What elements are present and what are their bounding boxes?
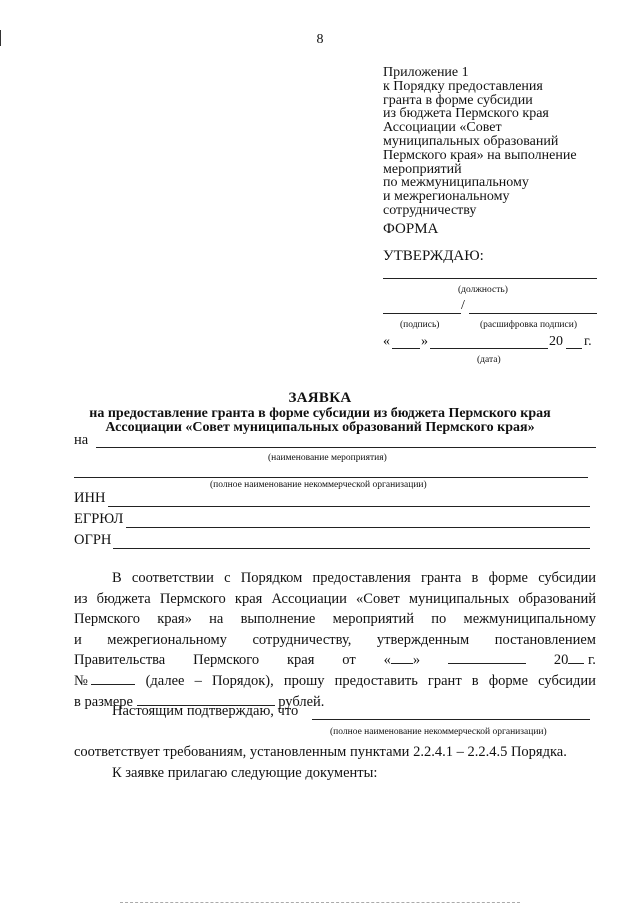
body-word: Ассоциации [271,590,347,607]
body-word: « » [383,652,421,669]
inn-label: ИНН [74,490,106,506]
na-label: на [74,432,89,448]
body-line [74,671,596,692]
appendix-line: по межмуниципальному [383,175,529,191]
appendix-line: муниципальных образований [383,133,559,149]
decree-year-blank[interactable] [568,650,584,664]
body-word: Порядком [240,570,303,586]
body-word: грант [427,672,462,689]
confirm-text: Настоящим подтверждаю, что [112,703,299,719]
body-word: на [209,611,224,628]
body-word: межрегиональному [107,631,227,648]
document-subtitle: Ассоциации «Совет муниципальных образований Пермского края» [105,420,535,435]
signature-caption: (подпись) [400,320,440,330]
date-close-quote: » [421,334,428,349]
date-year-line[interactable] [566,348,582,349]
appendix-line: и межрегиональному [383,189,510,205]
appendix-line: Пермского края» на выполнение [383,147,577,163]
body-word: в [471,672,479,689]
body-word: бюджета [96,590,151,607]
body-word: Пермского [159,590,226,607]
page-number: 8 [316,32,324,47]
body-word: по [431,611,447,628]
body-word: форме [488,570,528,586]
body-word: (далее [145,672,185,689]
signature-line[interactable] [383,313,461,314]
body-word: из [74,590,88,607]
event-name-caption: (наименование мероприятия) [268,453,387,463]
body-word: края [286,652,315,669]
date-caption: (дата) [477,355,501,365]
body-word: предоставить [334,672,418,689]
body-word: Порядок), [211,672,274,689]
body-word: края [234,590,263,607]
body-word: прошу [283,672,325,689]
scan-bottom-mark [120,902,520,903]
date-day-line[interactable] [392,348,420,349]
document-subtitle: на предоставление гранта в форме субсидии из бюджета Пермского края [89,406,551,421]
date-year-prefix: 20 [549,334,563,349]
body-word: межмуниципальному [463,611,596,628]
egrul-label: ЕГРЮЛ [74,511,124,527]
body-word: № [74,671,135,692]
body-word: «Совет [356,590,400,607]
inn-line[interactable] [108,506,590,507]
approve-label: УТВЕРЖДАЮ: [383,248,484,264]
body-word: соответствии [131,570,214,586]
body-line [74,650,596,671]
body-word: с [224,570,231,586]
body-word: субсидии [538,570,596,586]
body-line [74,589,596,610]
corresponds-text: соответствует требованиям, установленным пунктами 2.2.4.1 – 2.2.4.5 Порядка. [74,744,567,760]
body-word: – [194,672,202,689]
body-word: и [74,631,82,648]
body-line [74,568,596,589]
body-word: образований [518,590,596,607]
body-word: В [112,570,122,586]
body-word: Пермского [74,611,140,628]
appendix-line: сотрудничеству [383,202,477,218]
signature-decoding-line[interactable] [469,313,597,314]
body-word: выполнение [240,611,316,628]
appendix-line: из бюджета Пермского края [383,106,549,122]
org-name-line[interactable] [74,477,588,478]
date-month-line[interactable] [430,348,548,349]
body-word: сотрудничеству, [252,631,352,648]
appendix-line: Ассоциации «Совет [383,120,502,136]
body-line: в размере рублей. [74,693,325,710]
body-word: предоставления [312,570,411,586]
attach-text: К заявке прилагаю следующие документы: [112,765,378,781]
appendix-line: гранта в форме субсидии [383,92,533,108]
body-word: постановлением [494,631,596,648]
body-word: форме [488,672,529,689]
decree-number-blank[interactable] [91,671,135,685]
body-paragraph [74,568,596,712]
decree-day-blank[interactable] [391,650,413,664]
org-name-caption: (полное наименование некоммерческой организации) [210,480,427,490]
ogrn-label: ОГРН [74,532,112,548]
appendix-line: мероприятий [383,161,462,177]
body-word: муниципальных [408,590,510,607]
ogrn-line[interactable] [113,548,590,549]
position-caption: (должность) [458,285,508,295]
confirm-org-caption: (полное наименование некоммерческой организации) [330,727,547,737]
position-line[interactable] [383,278,597,279]
body-word: от [342,652,356,669]
appendix-line: Приложение 1 [383,65,469,80]
event-name-line[interactable] [96,447,596,448]
body-word: Правительства [74,652,166,669]
body-word: 20 г. [553,652,596,669]
appendix-block [383,66,577,218]
body-word: мероприятий [332,611,415,628]
date-year-suffix: г. [584,334,592,349]
body-word: Пермского [193,652,260,669]
decoding-caption: (расшифровка подписи) [480,320,577,330]
body-word: края» [157,611,192,628]
body-word: субсидии [538,672,596,689]
body-word: в [471,570,479,586]
body-word: гранта [420,570,462,586]
body-word: утвержденным [376,631,470,648]
body-line [74,609,596,630]
confirm-org-line[interactable] [312,719,590,720]
document-title: ЗАЯВКА [288,390,352,406]
egrul-line[interactable] [126,527,590,528]
body-line [74,630,596,651]
signature-slash: / [461,298,465,313]
appendix-line: к Порядку предоставления [383,78,543,94]
date-open-quote: « [383,334,390,349]
form-label: ФОРМА [383,221,439,237]
decree-month-blank[interactable] [448,650,526,664]
